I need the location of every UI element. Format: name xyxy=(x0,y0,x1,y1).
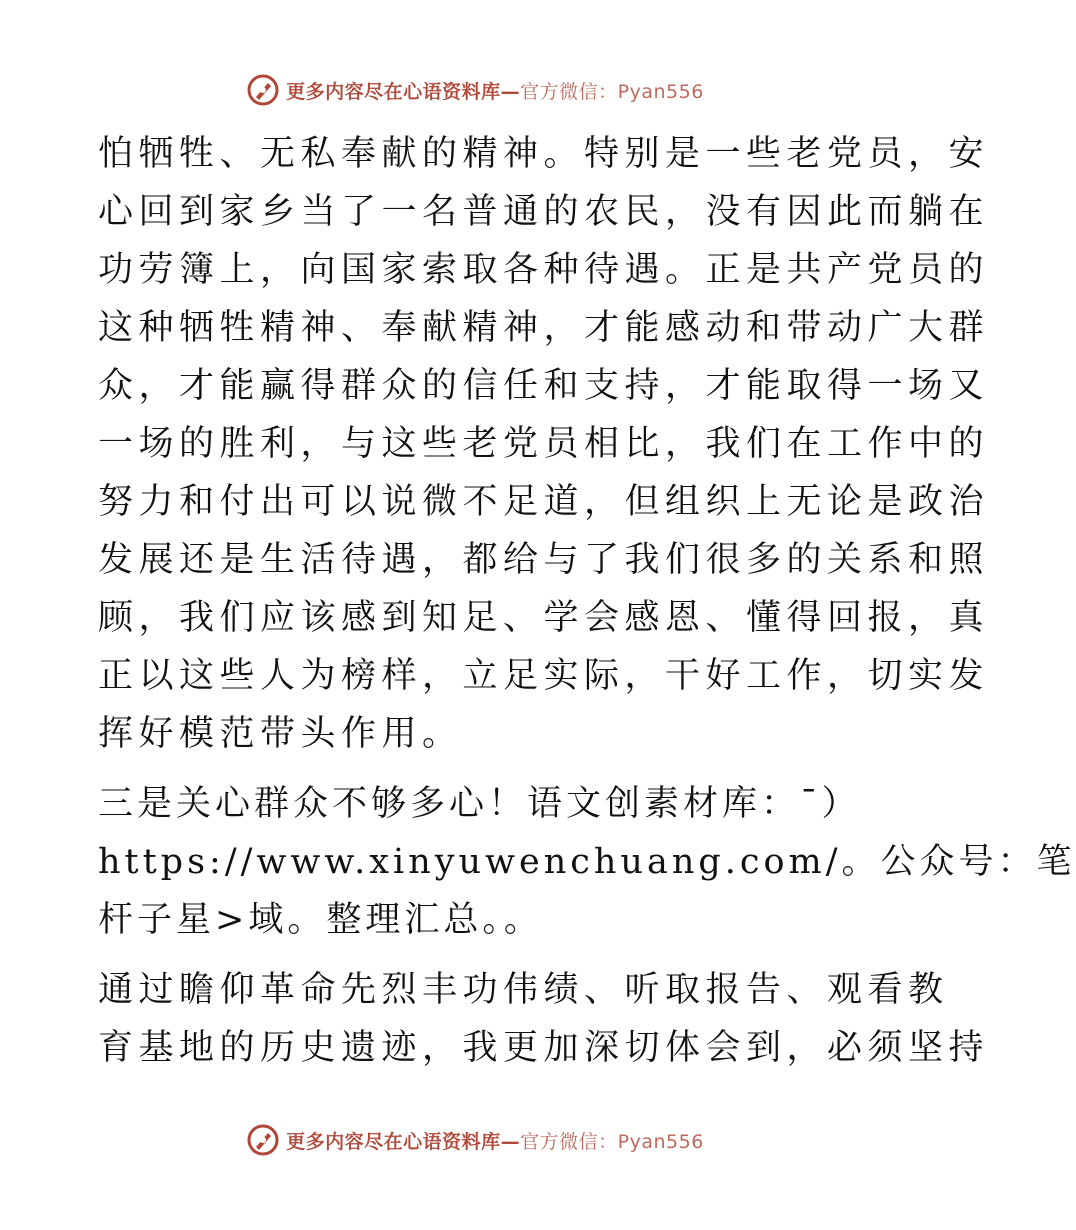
text-line: 心回到家乡当了一名普通的农民，没有因此而躺在 xyxy=(98,192,990,232)
text-line: 怕牺牲、无私奉献的精神。特别是一些老党员，安 xyxy=(98,134,990,174)
text-line: 顾，我们应该感到知足、学会感恩、懂得回报，真 xyxy=(98,598,990,638)
text-line: 杆子星>域。整理汇总。。 xyxy=(98,900,543,940)
text-line: 发展还是生活待遇，都给与了我们很多的关系和照 xyxy=(98,540,990,580)
text-line: 众，才能赢得群众的信任和支持，才能取得一场又 xyxy=(98,366,990,406)
footer-site-text: 更多内容尽在心语资料库— xyxy=(286,1130,521,1153)
document-body xyxy=(98,125,1076,1077)
footer-banner xyxy=(0,1120,950,1160)
text-line: 三是关心群众不够多心！语文创素材库：¯） xyxy=(98,784,861,824)
text-line: https://www.xinyuwenchuang.com/。公众号：笔 xyxy=(98,842,1076,882)
text-line: 努力和付出可以说微不足道，但组织上无论是政治 xyxy=(98,482,990,522)
header-banner xyxy=(0,70,950,110)
text-line: 育基地的历史遗迹，我更加深切体会到，必须坚持 xyxy=(98,1028,990,1068)
paragraph-2 xyxy=(98,775,1076,949)
paragraph-3 xyxy=(98,961,990,1077)
text-line: 这种牺牲精神、奉献精神，才能感动和带动广大群 xyxy=(98,308,990,348)
text-line: 一场的胜利，与这些老党员相比，我们在工作中的 xyxy=(98,424,990,464)
text-line: 正以这些人为榜样，立足实际，干好工作，切实发 xyxy=(98,656,990,696)
text-line: 挥好模范带头作用。 xyxy=(98,714,463,754)
header-site-text: 更多内容尽在心语资料库— xyxy=(286,80,521,103)
text-line: 功劳簿上，向国家索取各种待遇。正是共产党员的 xyxy=(98,250,990,290)
pen-logo-icon xyxy=(246,1123,280,1157)
pen-logo-icon xyxy=(246,73,280,107)
footer-wechat-text: 官方微信：Pyan556 xyxy=(520,1130,704,1153)
paragraph-1 xyxy=(98,125,990,763)
header-wechat-text: 官方微信：Pyan556 xyxy=(520,80,704,103)
text-line: 通过瞻仰革命先烈丰功伟绩、听取报告、观看教 xyxy=(98,970,949,1010)
